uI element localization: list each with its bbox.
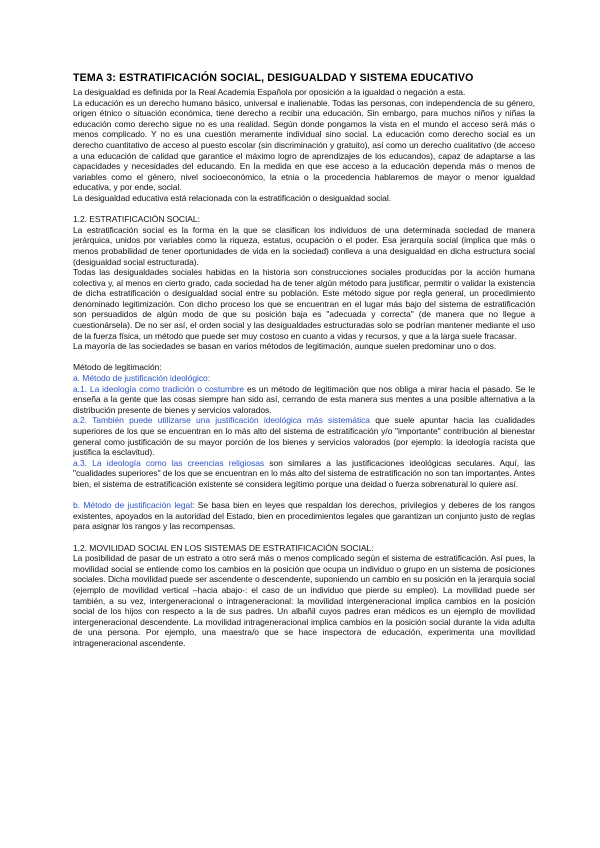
legitimation-heading: Método de legitimación: <box>73 362 162 373</box>
method-b-paragraph <box>73 500 535 532</box>
method-a2-paragraph <box>73 415 535 457</box>
stratification-paragraph-3: La mayoría de las sociedades se basan en varios métodos de legitimación, aunque suelen predominar uno o dos. <box>73 341 497 352</box>
method-a1-label: a.1. La ideología como tradición o costumbre <box>73 383 245 394</box>
method-a3-label: a.3. La ideología como las creencias religiosas <box>73 457 265 468</box>
stratification-paragraph-1: La estratificación social es la forma en la que se clasifican los individuos de una determinada sociedad de manera jerárquica, unidos por variables como la riqueza, estatus, ocupación o el poder. Esa jerarquía social (implica que más o menos probabilidad de tener oportunidades de vida en la sociedad) conlleva a una desigualdad en dicha estructura social (desigualdad social estructurada). <box>73 224 535 267</box>
intro-paragraph-1: La desigualdad es definida por la Real Academia Española por oposición a la igualdad o negación a esta. <box>73 87 466 97</box>
spacer <box>73 490 535 501</box>
method-a1-text: es un método de legitimación que nos obliga a mirar hacia el pasado. Se le enseña a la gente que las cosas siempre han sido así, cerrando de esta manera sus mentes a una posible alternativa a la distribución presente de bienes y servicios valorados. <box>73 383 535 415</box>
spacer <box>73 352 535 363</box>
method-a3-paragraph <box>73 458 535 490</box>
section-heading-mobility: 1.2. MOVILIDAD SOCIAL EN LOS SISTEMAS DE ESTRATIFICACIÓN SOCIAL: <box>73 542 374 553</box>
document-title: TEMA 3: ESTRATIFICACIÓN SOCIAL, DESIGUALDAD Y SISTEMA EDUCATIVO <box>73 72 474 84</box>
method-a3-text: son similares a las justificaciones ideológicas seculares. Aquí, las "cualidades superiores" de los que se encuentran en lo más alto del sistema de estratificación no son tan importantes. Antes bien, el sistema de estratificación existente se considera legítimo porque una deidad o fuerza sobrenatural lo quiere así. <box>73 457 535 489</box>
intro-paragraph-2: La educación es un derecho humano básico, universal e inalienable. Todas las personas, con independencia de su género, origen étnico o situación económica, tiene derecho a recibir una educación. Sin embargo, para muchos niños y niñas la educación como derecho sigue no es una realidad. Según donde pongamos la vista en el mundo el acceso será más o menos complicado. Y no es una cuestión meramente individual sino social. La educación como derecho social es un derecho cuantitativo de acceso al puesto escolar (sin discriminación y gratuito), así como un derecho cualitativo (de acceso a una educación de calidad que garantice el máximo logro de aprendizajes de los educandos), capaz de adaptarse a las capacidades y necesidades del educando. En la medida en que ese acceso a la educación dependa más o menos de variables como el género, nivel socioeconómico, la etnia o la procedencia hablaremos de mayor o menor igualdad educativa, y por ende, social. <box>73 97 535 193</box>
spacer <box>73 204 535 215</box>
method-a1-paragraph <box>73 384 535 416</box>
method-b-label: b. Método de justificación legal <box>73 500 193 511</box>
document-page <box>73 72 535 648</box>
spacer <box>73 532 535 543</box>
section-heading-stratification: 1.2. ESTRATIFICACIÓN SOCIAL: <box>73 214 200 225</box>
intro-paragraph-3: La desigualdad educativa está relacionada con la estratificación o desigualdad social. <box>73 192 391 203</box>
mobility-paragraph: La posibilidad de pasar de un estrato a otro será más o menos complicado según el sistema de estratificación. Así pues, la movilidad social se entiende como los cambios en la posición que ocupa un individuo o grupo en un sistema de posiciones sociales. Dicha movilidad puede ser ascendente o descendente, suponiendo un cambio en su posición en la jerarquía social (ejemplo de movilidad vertical –hacia abajo-: el caso de un individuo que pierde su empleo). La movilidad puede ser también, a su vez, intergeneracional o intrageneracional: la movilidad intergeneracional implica cambios en la posición social de los hijos con respecto a la de sus padres. Un albañil cuyos padres eran médicos es un ejemplo de movilidad intergeneracional descendente. La movilidad intrageneracional implica cambios en la posición social durante la vida adulta de una persona. Por ejemplo, una maestra/o que se hace inspectora de educación, experimenta una movilidad intrageneracional ascendente. <box>73 553 535 648</box>
method-a-heading: a. Método de justificación ideológico: <box>73 373 211 384</box>
stratification-paragraph-2: Todas las desigualdades sociales habidas en la historia son construcciones sociales producidas por la acción humana colectiva y, al menos en cierto grado, cada sociedad ha de tener algún método para justificar, permitir o validar la existencia de dicha estratificación o desigualdad social entre su población. Este método sigue por regla general, un procedimiento denominado legitimización. Con dicho proceso los que se encuentran en el lugar más bajo del sistema de estratificación son persuadidos de algún modo de que su posición baja es "adecuada y correcta" (de manera que no llegue a cuestionársela). De no ser así, el orden social y las desigualdades estructuradas solo se podrían mantener mediante el uso de la fuerza física, un método que puede ser muy costoso en cuanto a vidas y recursos, y que a la larga suele fracasar. <box>73 267 535 341</box>
method-a2-text: que suele apuntar hacia las cualidades superiores de los que se encuentran en lo más alto del sistema de estratificación y/o "importante" contribución al bienestar general como justificación de su mayor porción de los bienes y servicios valorados (por ejemplo: la ideología racista que justifica la esclavitud). <box>73 415 535 458</box>
method-a2-label: a.2. También puede utilizarse una justificación ideológica más sistemática <box>73 415 370 426</box>
method-b-text: : Se basa bien en leyes que respaldan los derechos, privilegios y deberes de los rangos existentes, apoyados en la autoridad del Estado, bien en procedimientos legales que garantizan un conjunto justo de reglas para asignar los rangos y las recompensas. <box>73 500 535 532</box>
